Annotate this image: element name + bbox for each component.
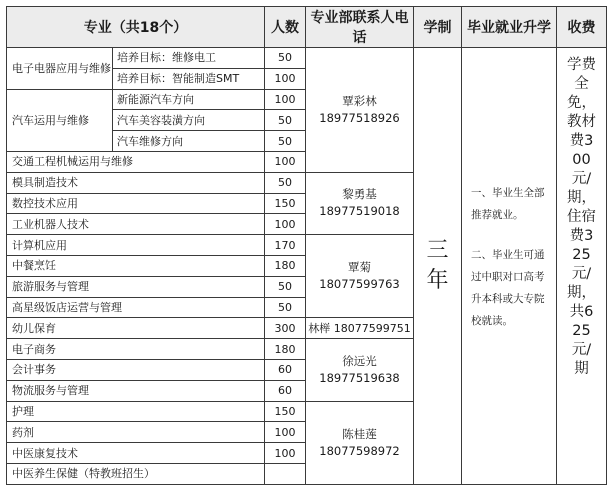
sub-direction: 汽车维修方向 [113,131,265,152]
enrollment-count: 180 [265,255,306,276]
enrollment-count: 170 [265,235,306,256]
enrollment-count: 50 [265,276,306,297]
contact-phone: 18077599763 [319,277,400,292]
enrollment-count: 60 [265,380,306,401]
contact-name: 覃菊 [348,260,372,275]
enrollment-count: 100 [265,443,306,464]
employment-cell [462,48,557,485]
contact-name: 陈桂莲 [342,426,377,441]
duration-cell [414,48,462,485]
major-name: 工业机器人技术 [7,214,265,235]
contact-cell-1 [306,48,414,173]
enrollment-count: 100 [265,68,306,89]
enrollment-table [6,6,607,485]
contact-cell-3 [306,235,414,318]
enrollment-count: 100 [265,422,306,443]
contact-phone: 18977518926 [319,110,400,125]
major-name: 药剂 [7,422,265,443]
enrollment-count: 100 [265,151,306,172]
contact-name: 徐远光 [342,353,377,368]
contact-name: 覃彩林 [342,93,377,108]
employment-point-2: 二、毕业生可通过中职对口高考升本科或大专院校就读。 [471,248,545,327]
contact-cell-2 [306,172,414,234]
employment-point-1: 一、毕业生全部推荐就业。 [471,186,545,221]
enrollment-table-sheet [6,6,606,481]
header-row [7,7,607,48]
contact-phone: 18077598972 [319,443,400,458]
major-name: 数控技术应用 [7,193,265,214]
table-row [7,48,607,69]
enrollment-count: 100 [265,89,306,110]
contact-cell-5 [306,339,414,401]
contact-phone: 18977519638 [319,370,400,385]
header-major: 专业（共18个） [7,7,265,48]
major-name: 交通工程机械运用与维修 [7,151,265,172]
sub-direction: 新能源汽车方向 [113,89,265,110]
contact-name: 黎勇基 [342,187,377,202]
major-name: 计算机应用 [7,235,265,256]
enrollment-count: 50 [265,297,306,318]
header-duration: 学制 [414,7,462,48]
major-name: 中医养生保健（特教班招生） [7,463,265,484]
header-count: 人数 [265,7,306,48]
duration-value: 三年 [426,237,449,293]
sub-direction: 汽车美容装潢方向 [113,110,265,131]
enrollment-count: 60 [265,359,306,380]
header-contact: 专业部联系人电话 [306,7,414,48]
sub-direction: 培养目标：智能制造SMT [113,68,265,89]
major-name: 高星级饭店运营与管理 [7,297,265,318]
contact-cell-6 [306,401,414,484]
contact-phone: 18977519018 [319,204,400,219]
enrollment-count: 50 [265,110,306,131]
major-name: 汽车运用与维修 [7,89,113,151]
major-name: 中医康复技术 [7,443,265,464]
enrollment-count: 150 [265,193,306,214]
major-name: 会计事务 [7,359,265,380]
enrollment-count: 300 [265,318,306,339]
major-name: 物流服务与管理 [7,380,265,401]
header-fees: 收费 [557,7,607,48]
major-name: 电子电器应用与维修 [7,48,113,90]
enrollment-count: 50 [265,172,306,193]
enrollment-count: 150 [265,401,306,422]
fees-text: 学费全免，教材费300元/期，住宿费325元/期，共625元/期 [567,57,597,377]
header-employment: 毕业就业升学 [462,7,557,48]
sub-direction: 培养目标：维修电工 [113,48,265,69]
major-name: 护理 [7,401,265,422]
fees-cell [557,48,607,485]
major-name: 旅游服务与管理 [7,276,265,297]
enrollment-count: 100 [265,214,306,235]
enrollment-count: 50 [265,131,306,152]
contact-cell-4: 林榉 18077599751 [306,318,414,339]
major-name: 电子商务 [7,339,265,360]
major-name: 模具制造技术 [7,172,265,193]
enrollment-count: 50 [265,48,306,69]
enrollment-count: 180 [265,339,306,360]
major-name: 中餐烹饪 [7,255,265,276]
major-name: 幼儿保育 [7,318,265,339]
